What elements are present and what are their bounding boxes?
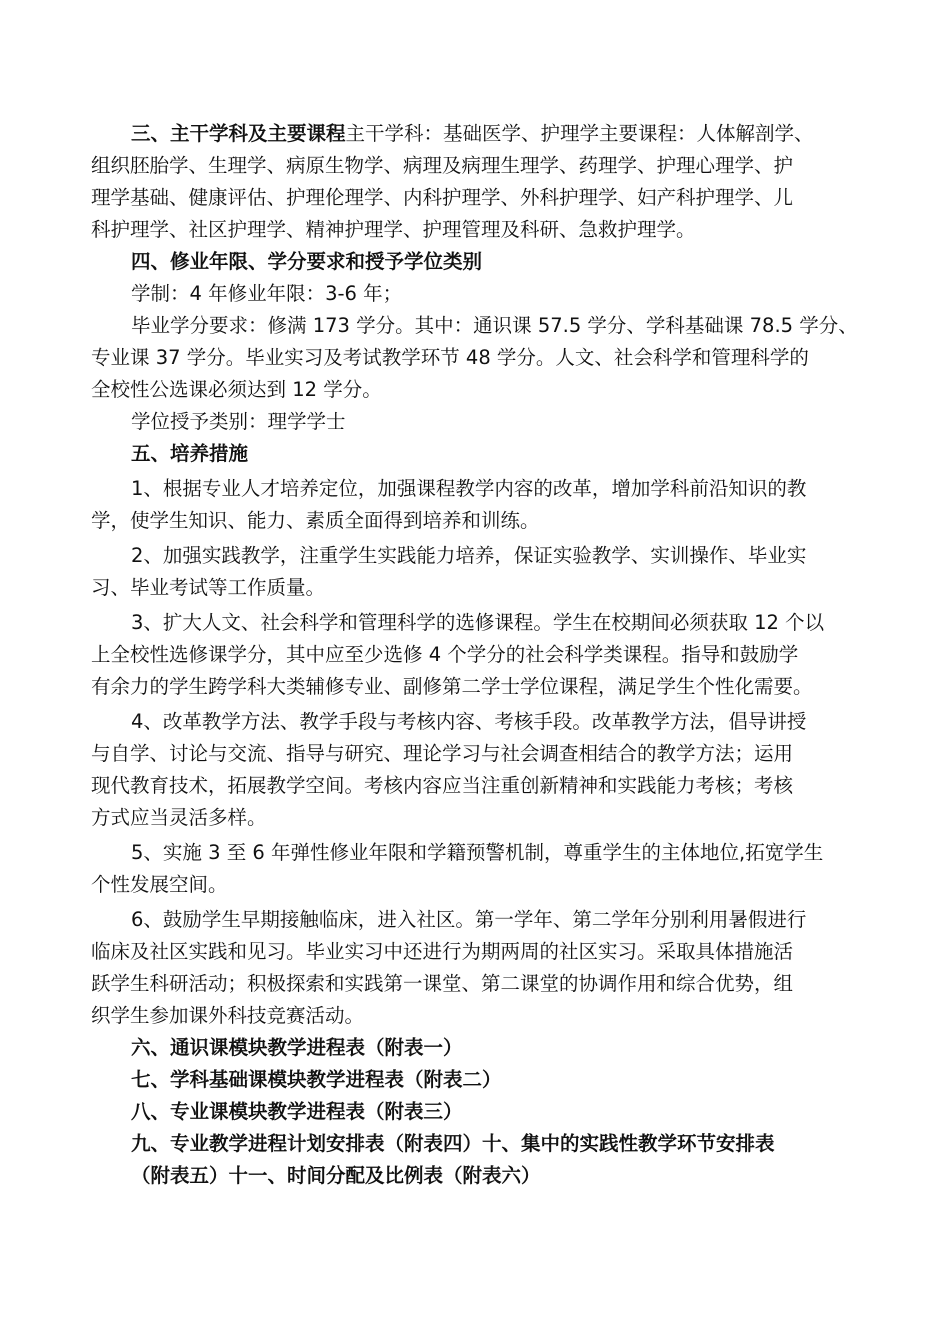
measure-1-line-2: 学，使学生知识、能力、素质全面得到培养和训练。 xyxy=(91,509,540,532)
measure-5-line-2: 个性发展空间。 xyxy=(91,873,228,896)
section-4-heading: 四、修业年限、学分要求和授予学位类别 xyxy=(131,250,483,273)
section-3-text: 主干学科：基础医学、护理学主要课程：人体解剖学、 xyxy=(345,122,814,145)
section-3-line-1 xyxy=(91,118,881,150)
measure-1-line-1: 1、根据专业人才培养定位，加强课程教学内容的改革，增加学科前沿知识的教 xyxy=(131,477,807,500)
section-4-degree: 学位授予类别：理学学士 xyxy=(131,410,346,433)
measure-6-line-4: 织学生参加课外科技竞赛活动。 xyxy=(91,1004,365,1027)
section-4-credits-line-3: 全校性公选课必须达到 12 学分。 xyxy=(91,378,382,401)
section-4-credits-line-1: 毕业学分要求：修满 173 学分。其中：通识课 57.5 学分、学科基础课 78.5 学分、 xyxy=(131,314,858,337)
measure-6-line-3: 跃学生科研活动；积极探索和实践第一课堂、第二课堂的协调作用和综合优势，组 xyxy=(91,972,794,995)
section-3-line-3: 理学基础、健康评估、护理伦理学、内科护理学、外科护理学、妇产科护理学、儿 xyxy=(91,186,794,209)
measure-3-line-2: 上全校性选修课学分，其中应至少选修 4 个学分的社会科学类课程。指导和鼓励学 xyxy=(91,643,799,666)
measure-6-line-1: 6、鼓励学生早期接触临床，进入社区。第一学年、第二学年分别利用暑假进行 xyxy=(131,908,807,931)
section-7-heading: 七、学科基础课模块教学进程表（附表二） xyxy=(131,1068,502,1091)
section-3-heading: 三、主干学科及主要课程 xyxy=(131,122,346,145)
measure-3-line-3: 有余力的学生跨学科大类辅修专业、副修第二学士学位课程，满足学生个性化需要。 xyxy=(91,675,813,698)
section-4-duration: 学制：4 年修业年限：3-6 年； xyxy=(131,282,403,305)
document-page xyxy=(91,118,881,1192)
measure-4-line-3: 现代教育技术，拓展教学空间。考核内容应当注重创新精神和实践能力考核；考核 xyxy=(91,774,794,797)
section-8-heading: 八、专业课模块教学进程表（附表三） xyxy=(131,1100,463,1123)
measure-6-line-2: 临床及社区实践和见习。毕业实习中还进行为期两周的社区实习。采取具体措施活 xyxy=(91,940,794,963)
section-3-line-2: 组织胚胎学、生理学、病原生物学、病理及病理生理学、药理学、护理心理学、护 xyxy=(91,154,794,177)
section-6-heading: 六、通识课模块教学进程表（附表一） xyxy=(131,1036,463,1059)
measure-5-line-1: 5、实施 3 至 6 年弹性修业年限和学籍预警机制，尊重学生的主体地位,拓宽学生 xyxy=(131,841,824,864)
section-5-heading: 五、培养措施 xyxy=(131,442,249,465)
measure-2-line-2: 习、毕业考试等工作质量。 xyxy=(91,576,326,599)
section-9-heading-line-1: 九、专业教学进程计划安排表（附表四）十、集中的实践性教学环节安排表 xyxy=(131,1132,775,1155)
measure-4-line-1: 4、改革教学方法、教学手段与考核内容、考核手段。改革教学方法，倡导讲授 xyxy=(131,710,807,733)
measure-4-line-2: 与自学、讨论与交流、指导与研究、理论学习与社会调查相结合的教学方法；运用 xyxy=(91,742,794,765)
section-9-heading-line-2: （附表五）十一、时间分配及比例表（附表六） xyxy=(131,1164,541,1187)
section-3-line-4: 科护理学、社区护理学、精神护理学、护理管理及科研、急救护理学。 xyxy=(91,218,696,241)
measure-4-line-4: 方式应当灵活多样。 xyxy=(91,806,267,829)
section-4-credits-line-2: 专业课 37 学分。毕业实习及考试教学环节 48 学分。人文、社会科学和管理科学的 xyxy=(91,346,809,369)
measure-2-line-1: 2、加强实践教学，注重学生实践能力培养，保证实验教学、实训操作、毕业实 xyxy=(131,544,807,567)
measure-3-line-1: 3、扩大人文、社会科学和管理科学的选修课程。学生在校期间必须获取 12 个以 xyxy=(131,611,825,634)
